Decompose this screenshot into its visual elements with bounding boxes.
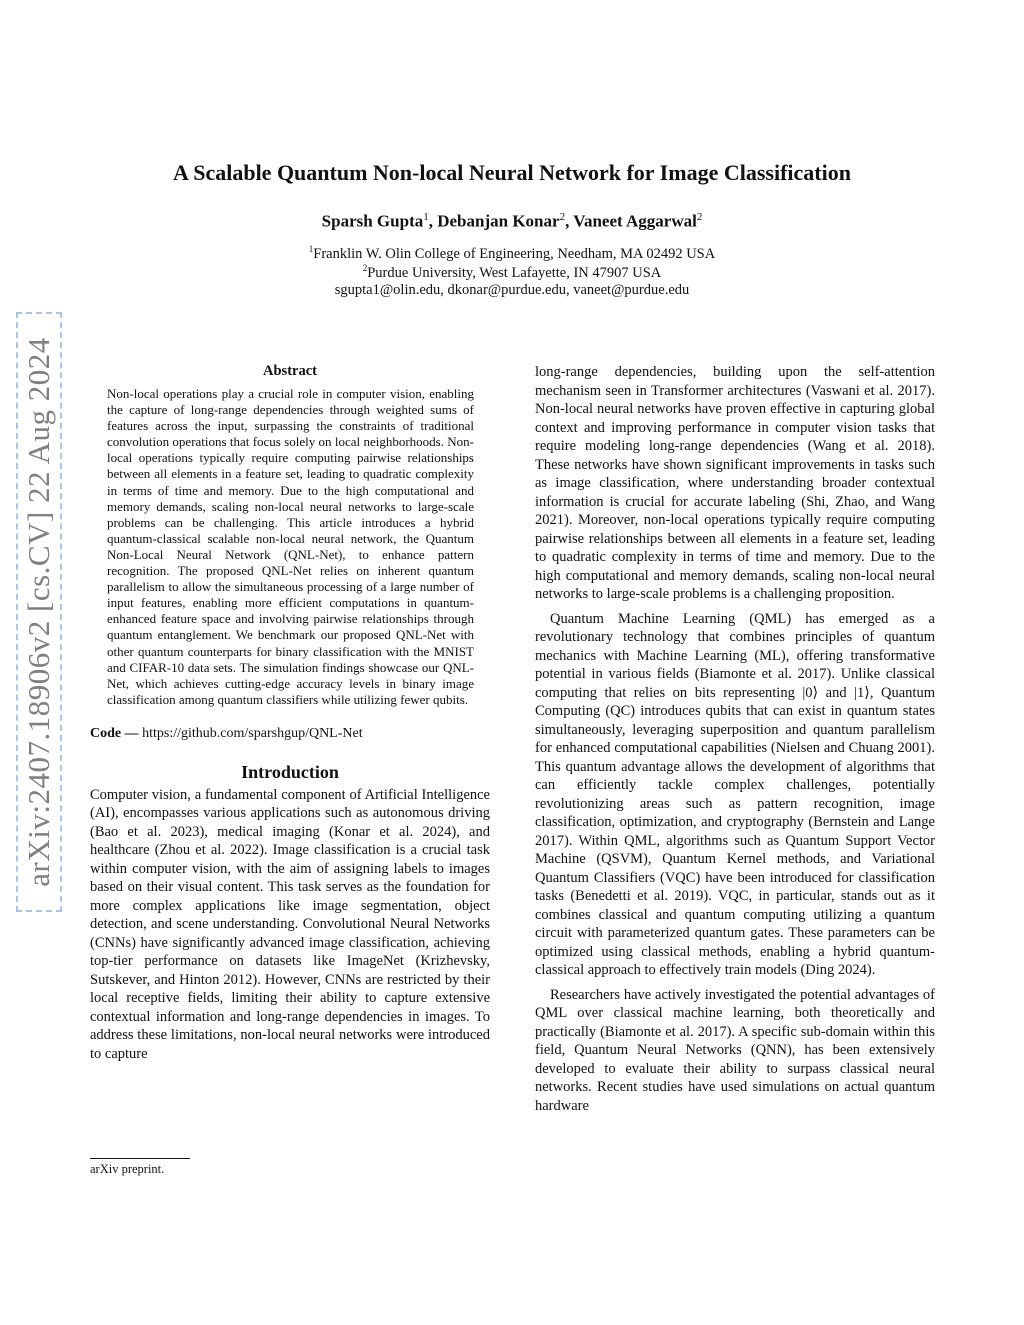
code-link-line	[90, 726, 490, 742]
arxiv-identifier-stamp	[16, 312, 62, 912]
paper-title: A Scalable Quantum Non-local Neural Network for Image Classification	[173, 160, 851, 185]
author-affiliation-marker: 1	[423, 211, 429, 223]
left-column	[90, 363, 490, 1063]
abstract-heading: Abstract	[263, 363, 317, 379]
author-list: Sparsh Gupta$^1$, Debanjan Konar$^2$, Vaneet Aggarwal$^2$	[321, 211, 703, 231]
affiliation-line	[0, 263, 1024, 282]
author-name: Debanjan Konar	[437, 211, 560, 231]
footnote-divider	[90, 1158, 190, 1159]
body-paragraph: Researchers have actively investigated the potential advantages of QML over classical machine learning, both theoretically and practically (Biamonte et al. 2017). A specific sub-domain within this field, Quantum Neural Networks (QNN), has been extensively developed to evaluate their ability to surpass classical neural networks. Recent studies have used simulations on actual quantum hardware	[535, 986, 935, 1114]
affiliation-text: Purdue University, West Lafayette, IN 47907 USA	[367, 264, 662, 281]
affiliation-text: Franklin W. Olin College of Engineering, Needham, MA 02492 USA	[313, 245, 716, 262]
author-name: Sparsh Gupta	[321, 211, 424, 231]
author-affiliation-marker: 2	[559, 211, 566, 223]
arxiv-identifier-text: arXiv:2407.18906v2 [cs.CV] 22 Aug 2024	[21, 337, 56, 887]
author-name: Vaneet Aggarwal	[573, 211, 697, 231]
code-label: Code —	[90, 725, 139, 741]
footnote: arXiv preprint.	[90, 1162, 165, 1176]
introduction-paragraph: Computer vision, a fundamental component of Artificial Intelligence (AI), encompasses various applications such as autonomous driving (Bao et al. 2023), medical imaging (Konar et al. 2024), and healthcare (Zhou et al. 2022). Image classification is a crucial task within computer vision, with the aim of assigning labels to images based on their visual content. This task serves as the foundation for more complex applications like image segmentation, object detection, and scene understanding. Convolutional Neural Networks (CNNs) have significantly advanced image classification, achieving top-tier performance on datasets like ImageNet (Krizhevsky, Sutskever, and Hinton 2012). However, CNNs are restricted by their local receptive fields, limiting their ability to capture extensive contextual information and long-range dependencies in images. To address these limitations, non-local neural networks were introduced to capture	[90, 786, 490, 1062]
introduction-heading: Introduction	[241, 761, 339, 782]
affiliation-marker: 2	[362, 263, 368, 273]
author-affiliation-marker: 2	[696, 211, 703, 223]
code-repository-link[interactable]: https://github.com/sparshgup/QNL-Net	[142, 725, 363, 741]
body-paragraph: Quantum Machine Learning (QML) has emerged as a revolutionary technology that combines principles of quantum mechanics with Machine Learning (ML), offering transformative potential in various fields (Biamonte et al. 2017). Unlike classical computing that relies on bits representing |0⟩ and |1⟩, Quantum Computing (QC) introduces qubits that can exist in quantum states simultaneously, leveraging superposition and quantum parallelism for enhanced computational capabilities (Nielsen and Chuang 2001). This quantum advantage allows the development of algorithms that can efficiently tackle complex challenges, potentially revolutionizing areas such as pattern recognition, image classification, optimization, and cryptography (Bernstein and Lange 2017). Within QML, algorithms such as Quantum Support Vector Machine (QSVM), Quantum Kernel methods, and Variational Quantum Classifiers (VQC) have been introduced for classification tasks (Benedetti et al. 2019). VQC, in particular, stands out as it combines classical and quantum computing utilizing a quantum circuit with parameterized quantum gates. These parameters can be optimized using classical methods, enabling a hybrid quantum-classical approach to effectively train models (Ding 2024).	[535, 610, 935, 978]
author-emails: sgupta1@olin.edu, dkonar@purdue.edu, vaneet@purdue.edu	[334, 282, 690, 298]
body-paragraph: long-range dependencies, building upon the self-attention mechanism seen in Transformer architectures (Vaswani et al. 2017). Non-local neural networks have proven effective in capturing global context and improving performance in computer vision tasks that require modeling long-range dependencies (Wang et al. 2018). These networks have shown significant improvements in tasks such as image classification, where understanding broader contextual information is crucial for accurate labeling (Shi, Zhao, and Wang 2021). Moreover, non-local operations typically require computing pairwise relationships between all elements in a feature set, leading to quadratic complexity in terms of time and memory. Due to the high computational and memory demands, scaling non-local neural networks to large-scale problems is a challenging proposition.	[535, 364, 935, 602]
right-column	[535, 363, 935, 1115]
affiliation-line	[0, 244, 1024, 263]
abstract-text: Non-local operations play a crucial role in computer vision, enabling the capture of long-range dependencies through weighted sums of features across the input, surpassing the constraints of traditional convolution operations that focus solely on local neighborhoods. Non-local operations typically require computing pairwise relationships between all elements in a feature set, leading to quadratic complexity in terms of time and memory. Due to the high computational and memory demands, scaling non-local neural networks to large-scale problems can be challenging. This article introduces a hybrid quantum-classical scalable non-local neural network, the Quantum Non-Local Neural Network (QNL-Net), to enhance pattern recognition. The proposed QNL-Net relies on inherent quantum parallelism to allow the simultaneous processing of a large number of input features, enabling more efficient computations in quantum-enhanced feature space and involving pairwise relationships through quantum entanglement. We benchmark our proposed QNL-Net with other quantum counterparts for binary classification with the MNIST and CIFAR-10 data sets. The simulation findings showcase our QNL-Net, which achieves cutting-edge accuracy levels in binary image classification among quantum classifiers while utilizing fewer qubits.	[107, 386, 474, 707]
affiliation-marker: 1	[308, 244, 314, 254]
